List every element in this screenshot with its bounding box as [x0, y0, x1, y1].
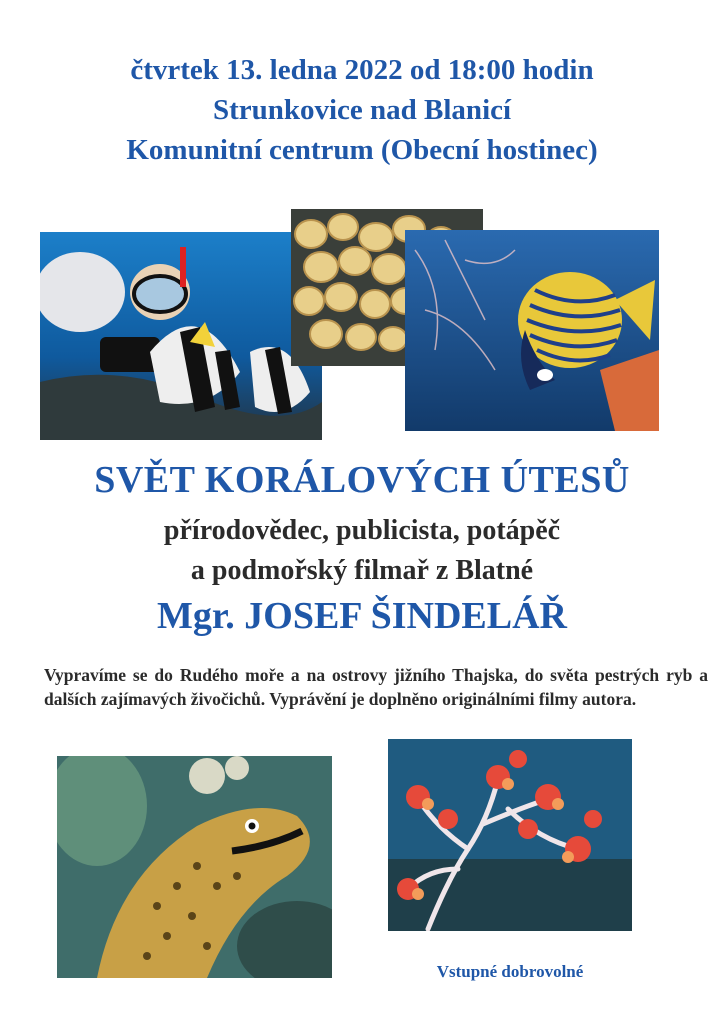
event-venue: Komunitní centrum (Obecní hostinec)	[126, 134, 598, 166]
speaker-role-line1: přírodovědec, publicista, potápěč	[163, 515, 561, 546]
talk-description: Vypravíme se do Rudého moře a na ostrovy jižního Thajska, do světa pestrých ryb a dalších zajímavých živočichů. Vyprávění je doplněno originálními filmy autora.	[44, 665, 708, 709]
event-place: Strunkovice nad Blanicí	[212, 94, 512, 126]
photo-soft-coral	[388, 739, 632, 931]
photo-diver-bannerfish	[40, 232, 322, 440]
speaker-role-line2: a podmořský filmař z Blatné	[190, 555, 534, 586]
photo-angelfish	[405, 230, 659, 431]
entry-fee: Vstupné dobrovolné	[436, 962, 584, 981]
speaker-name: Mgr. JOSEF ŠINDELÁŘ	[157, 595, 567, 637]
talk-title: SVĚT KORÁLOVÝCH ÚTESŮ	[94, 459, 630, 501]
event-date: čtvrtek 13. ledna 2022 od 18:00 hodin	[130, 54, 594, 86]
photo-moray-eel	[57, 756, 332, 978]
